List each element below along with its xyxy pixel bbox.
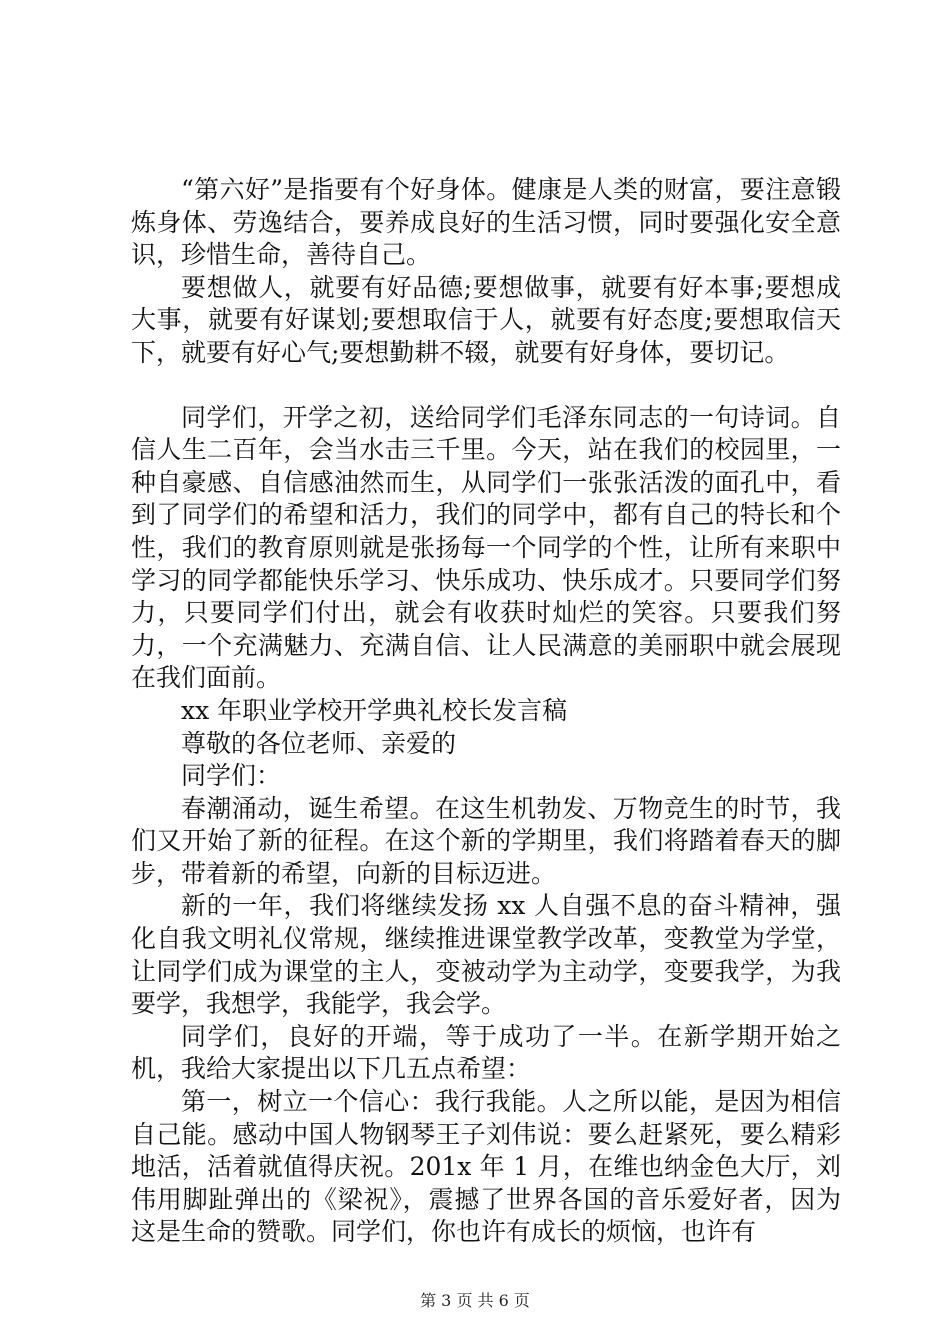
salutation-teachers: 尊敬的各位老师、亲爱的 [181,728,457,758]
paragraph-want-to: 要想做人，就要有好品德;要想做事，就要有好本事;要想成大事，就要有好谋划;要想取信于人，就要有好态度;要想取信天下，就要有好心气;要想勤耕不辍，就要有好身体，要切记。 [131,272,841,367]
speech-title: xx 年职业学校开学典礼校长发言稿 [181,695,568,725]
paragraph-sixth-good: “第六好”是指要有个好身体。健康是人类的财富，要注意锻炼身体、劳逸结合，要养成良好的生活习惯，同时要强化安全意识，珍惜生命，善待自己。 [131,175,841,270]
paragraph-good-start: 同学们，良好的开端，等于成功了一半。在新学期开始之机，我给大家提出以下几五点希望： [131,1021,841,1084]
salutation-students: 同学们： [181,761,282,791]
paragraph-spring: 春潮涌动，诞生希望。在这生机勃发、万物竞生的时节，我们又开始了新的征程。在这个新的学期里，我们将踏着春天的脚步，带着新的希望，向新的目标迈进。 [131,793,841,888]
paragraph-first-hope: 第一，树立一个信心：我行我能。人之所以能，是因为相信自己能。感动中国人物钢琴王子刘伟说：要么赶紧死，要么精彩地活，活着就值得庆祝。201x 年 1 月，在维也纳金色大厅，刘伟用脚趾弹出的《梁祝》，震撼了世界各国的音乐爱好者，因为这是生命的赞歌。同学们，你也许有成长的烦恼，也许有 [131,1087,841,1247]
document-body [131,174,841,1249]
paragraph-students-start: 同学们，开学之初，送给同学们毛泽东同志的一句诗词。自信人生二百年，会当水击三千里。今天，站在我们的校园里，一种自豪感、自信感油然而生，从同学们一张张活泼的面孔中，看到了同学们的希望和活力，我们的同学中，都有自己的特长和个性，我们的教育原则就是张扬每一个同学的个性，让所有来职中学习的同学都能快乐学习、快乐成功、快乐成才。只要同学们努力，只要同学们付出，就会有收获时灿烂的笑容。只要我们努力，一个充满魅力、充满自信、让人民满意的美丽职中就会展现在我们面前。 [131,402,841,693]
page-footer: 第 3 页 共 6 页 [420,1291,530,1310]
paragraph-new-year: 新的一年，我们将继续发扬 xx 人自强不息的奋斗精神，强化自我文明礼仪常规，继续推进课堂教学改革，变教堂为学堂，让同学们成为课堂的主人，变被动学为主动学，变要我学，为我要学，我想学，我能学，我会学。 [131,891,841,1019]
